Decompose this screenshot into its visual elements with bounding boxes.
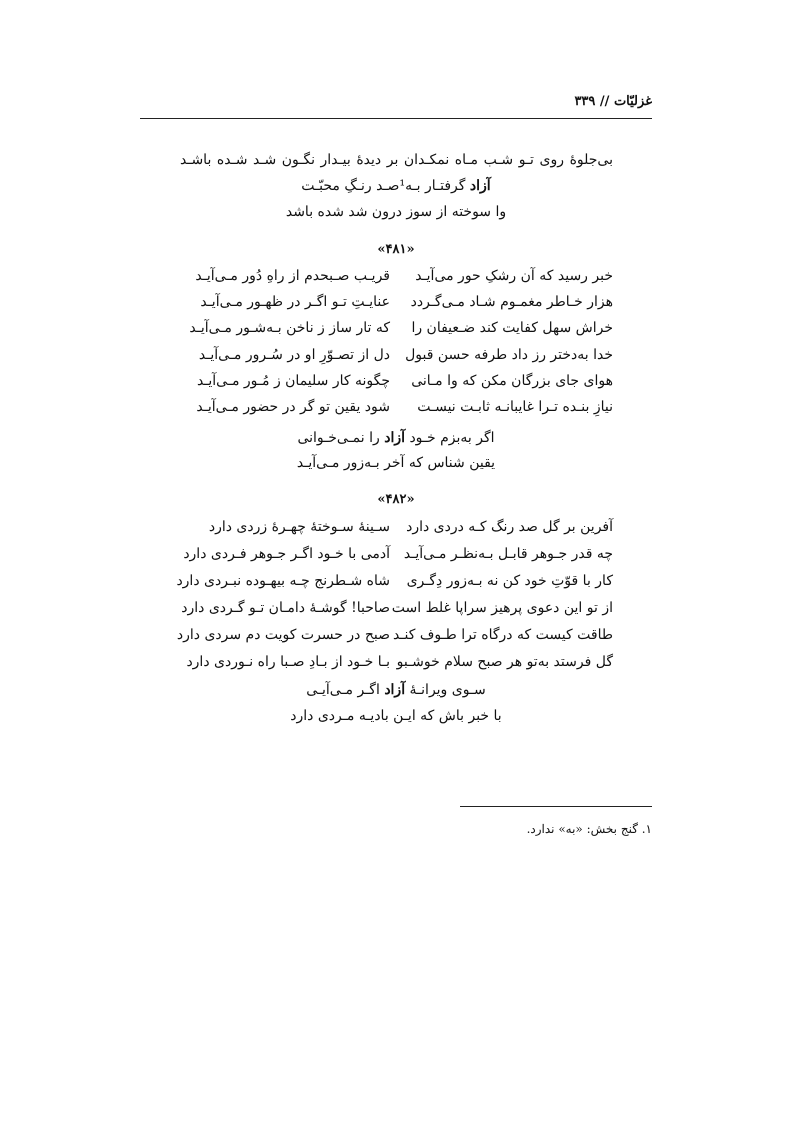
hemistich-right: چه قدر جـوهر قابـل بـه‌نظـر مـی‌آیـد	[403, 546, 613, 562]
ghazal-482-closing-1-a: سـوی ویرانـهٔ	[405, 682, 486, 698]
poem-top-line-2-text: گرفتـار بـه¹صـد رنـگِ محبّـت	[301, 178, 470, 194]
hemistich-left: شود یقین تو گر در حضور مـی‌آیـد	[196, 399, 390, 415]
ghazal-482-title: «۴۸۲»	[377, 492, 415, 507]
hemistich-right: از تو این دعوی پرهیز سراپا غلط است	[391, 600, 613, 616]
hemistich-right: نیازِ بنـده تـرا غایبانـه ثابـت نیسـت	[417, 399, 613, 415]
hemistich-left: چگونه کار سلیمان ز مُـور مـی‌آیـد	[196, 372, 390, 389]
hemistich-left: دل از تصـوّرِ او در سُـرور مـی‌آیـد	[198, 346, 390, 363]
hemistich-right: خراش سهل کفایت کند ضـعیفان را	[411, 320, 613, 337]
hemistich-right: هزار خـاطر مغمـوم شـاد مـی‌گـردد	[410, 294, 613, 311]
ghazal-481-closing-2: یقین شناس که آخر بـه‌زور مـی‌آیـد	[296, 455, 496, 471]
hemistich-right: کار با قوّتِ خود کن نه بـه‌زور دِگـری	[406, 573, 613, 589]
hemistich-left: قریـب صـبحدم از راهِ دُور مـی‌آیـد	[195, 268, 390, 284]
hemistich-right: خدا به‌دختر رز داد طرفه حسن قبول	[405, 346, 613, 363]
hemistich-left: بـا خـود از بـادِ صـبا راه نـوردی دارد	[186, 654, 390, 670]
ghazal-481-closing-1	[140, 428, 652, 448]
poet-name: آزاد	[384, 682, 406, 698]
hemistich-left: که تار ساز ز ناخن بـه‌شـور مـی‌آیـد	[189, 320, 390, 337]
ghazal-481-closing-1-a: اگر به‌بزم خـود	[405, 430, 495, 446]
hemistich-left: آدمی با خـود اگـر جـوهر فـردی دارد	[183, 546, 390, 562]
footnote-rule	[460, 806, 652, 807]
hemistich-left: سـینهٔ سـوختهٔ چهـرهٔ زردی دارد	[208, 519, 390, 535]
ghazal-482-closing-1-b: اگـر مـی‌آیـی	[306, 682, 385, 698]
hemistich-left: صبح در حسرت کویت دم سردی دارد	[176, 627, 390, 643]
footnote: ۱. گنج بخش: «به» ندارد.	[526, 822, 652, 836]
hemistich-left: شاه شـطرنج چـه بیهـوده نبـردی دارد	[176, 573, 390, 589]
ghazal-482-closing-2: با خبر باش که ایـن بادیـه مـردی دارد	[290, 708, 502, 724]
poem-top-line-2	[140, 176, 652, 196]
running-header: غزلیّات // ۳۳۹	[574, 94, 652, 109]
hemistich-left: عنایـتِ تـو اگـر در ظهـور مـی‌آیـد	[200, 294, 390, 311]
hemistich-right: آفرین بر گل صد رنگ کـه دردی دارد	[406, 519, 613, 535]
hemistich-right: گل فرستد به‌تو هر صبح سلام خوشـبو	[396, 654, 613, 670]
poet-name: آزاد	[469, 178, 491, 194]
hemistich-right: خبر رسید که آن رشکِ حور می‌آیـد	[415, 268, 613, 284]
poet-name: آزاد	[384, 430, 405, 446]
ghazal-481-title: «۴۸۱»	[377, 242, 415, 257]
hemistich-right: هوای جای بزرگان مکن که وا مـانی	[411, 372, 613, 389]
ghazal-482-closing-1	[140, 680, 652, 700]
ghazal-481-closing-1-b: را نمـی‌خـوانی	[297, 430, 385, 446]
hemistich-left: صاحبا! گوشـهٔ دامـان تـو گـردی دارد	[181, 600, 390, 616]
header-rule	[140, 118, 652, 119]
hemistich-right: طاقت کیست که درگاه ترا طـوف کنـد	[393, 627, 613, 643]
poem-top-line-1: بی‌جلوهٔ روی تـو شـب مـاه نمکـدان بر دیدهٔ بیـدار نگـون شـد شـده باشـد	[180, 152, 613, 168]
poem-top-line-3: وا سوخته از سوز درون شد شده باشد	[285, 204, 507, 220]
